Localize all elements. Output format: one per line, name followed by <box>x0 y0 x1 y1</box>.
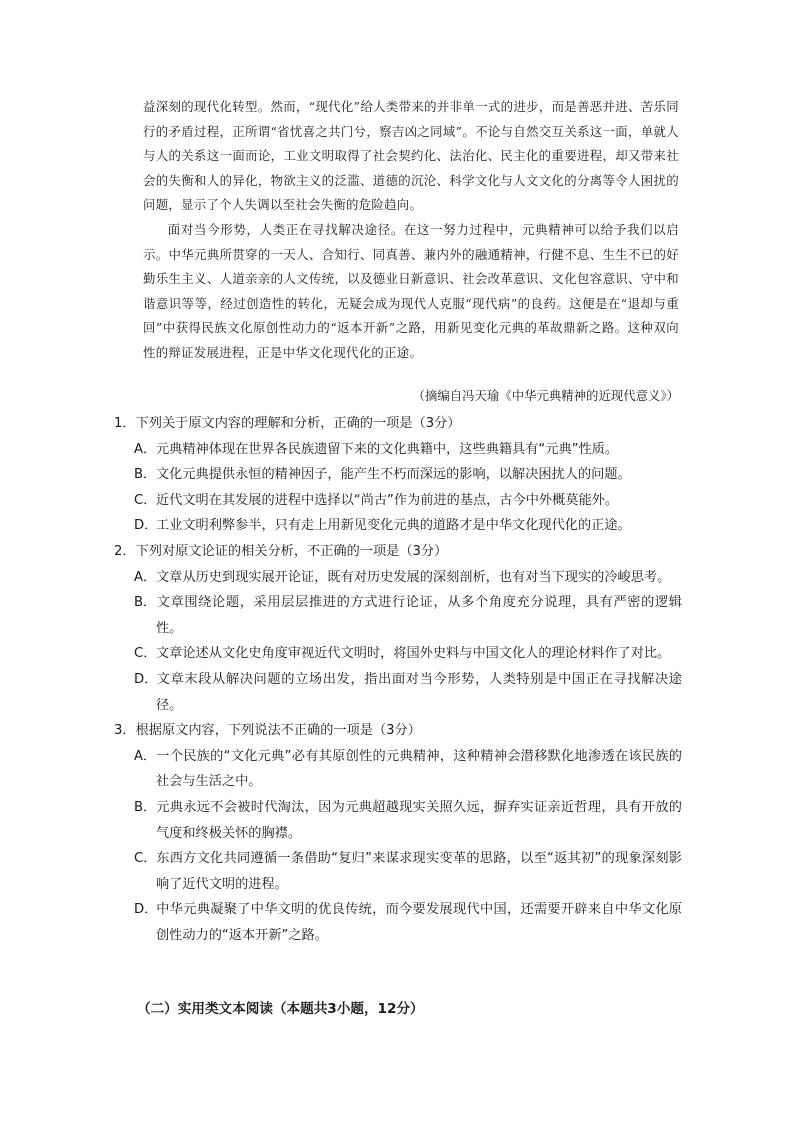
passage-source: （摘编自冯天瑜《中华元典精神的近现代意义》） <box>412 388 679 403</box>
reading-passage <box>143 95 679 366</box>
option-text: 工业文明利弊参半，只有走上用新见变化元典的道路才是中华文化现代化的正途。 <box>156 518 631 534</box>
answer-option <box>134 462 682 488</box>
option-letter: D． <box>134 671 158 687</box>
question-block <box>114 539 682 718</box>
option-text: 文化元典提供永恒的精神因子，能产生不朽而深远的影响，以解决困扰人的问题。 <box>156 467 631 483</box>
option-letter: D． <box>134 518 158 534</box>
option-letter: A． <box>134 748 157 764</box>
answer-option <box>134 437 682 463</box>
passage-paragraph: 面对当今形势，人类正在寻找解决途径。在这一努力过程中，元典精神可以给予我们以启示。中华元典所贯穿的一天人、合知行、同真善、兼内外的融通精神，行健不息、生生不已的好勤乐生主义、人道亲亲的人文传统，以及德业日新意识、社会改革意识、文化包容意识、守中和谐意识等等，经过创造性的转化，无疑会成为现代人克服“现代病”的良药。这便是在“退却与重回”中获得民族文化原创性动力的“返本开新”之路，用新见变化元典的革故鼎新之路。这种双向性的辩证发展进程，正是中华文化现代化的正途。 <box>143 221 679 360</box>
question-block <box>114 411 682 539</box>
option-letter: C． <box>134 851 157 867</box>
option-text: 近代文明在其发展的进程中选择以“尚古”作为前进的基点，古今中外概莫能外。 <box>156 492 619 508</box>
answer-option <box>134 795 682 846</box>
question-stem: 3．根据原文内容，下列说法不正确的一项是（3分） <box>114 723 421 739</box>
option-letter: C． <box>134 492 157 508</box>
option-text: 元典精神体现在世界各民族遗留下来的文化典籍中，这些典籍具有“元典”性质。 <box>156 441 619 457</box>
option-text: 文章论述从文化史角度审视近代文明时，将国外史料与中国文化人的理论材料作了对比。 <box>156 646 671 662</box>
option-text: 一个民族的“文化元典”必有其原创性的元典精神，这种精神会潜移默化地渗透在该民族的社会与生活之中。 <box>156 748 682 790</box>
option-text: 中华元典凝聚了中华文明的优良传统，而今要发展现代中国，还需要开辟来自中华文化原创性动力的“返本开新”之路。 <box>156 902 682 943</box>
question-block <box>114 718 682 948</box>
answer-option <box>134 667 682 718</box>
option-letter: B． <box>134 799 157 815</box>
answer-option <box>134 744 682 795</box>
option-text: 元典永远不会被时代淘汰，因为元典超越现实关照久远，摒弃实证亲近哲理，具有开放的气度和终极关怀的胸襟。 <box>156 799 682 841</box>
section-title: （二）实用类文本阅读（本题共3小题，12分） <box>137 1001 424 1017</box>
option-text: 文章末段从解决问题的立场出发，指出面对当今形势，人类特别是中国正在寻找解决途径。 <box>156 671 682 713</box>
option-text: 文章围绕论题，采用层层推进的方式进行论证，从多个角度充分说理，具有严密的逻辑性。 <box>156 595 682 636</box>
option-letter: A． <box>134 441 157 457</box>
question-list <box>114 411 682 948</box>
answer-option <box>134 488 682 514</box>
option-letter: D． <box>134 902 158 918</box>
question-stem: 1．下列关于原文内容的理解和分析，正确的一项是（3分） <box>114 416 461 431</box>
option-letter: A． <box>134 569 157 585</box>
option-text: 东西方文化共同遵循一条借助“复归”来谋求现实变革的思路，以至“返其初”的现象深刻影响了近代文明的进程。 <box>156 851 682 892</box>
answer-option <box>134 590 682 641</box>
question-stem: 2．下列对原文论证的相关分析，不正确的一项是（3分） <box>114 543 448 559</box>
answer-option <box>134 565 682 591</box>
option-letter: B． <box>134 595 157 611</box>
answer-option <box>134 846 682 897</box>
answer-option <box>134 513 682 539</box>
passage-paragraph: 益深刻的现代化转型。然而，“现代化”给人类带来的并非单一式的进步，而是善恶并进、苦乐同行的矛盾过程，正所谓“省忧喜之共门兮，察吉凶之同域”。不论与自然交互关系这一面，单就人与人的关系这一面而论，工业文明取得了社会契约化、法治化、民主化的重要进程，却又带来社会的失衡和人的异化，物欲主义的泛滥、道德的沉沦、科学文化与人文文化的分离等令人困扰的问题，显示了个人失调以至社会失衡的危险趋向。 <box>143 99 679 213</box>
answer-option <box>134 897 682 948</box>
option-letter: C． <box>134 646 157 662</box>
option-text: 文章从历史到现实展开论证，既有对历史发展的深刻剖析，也有对当下现实的冷峻思考。 <box>156 569 671 585</box>
answer-option <box>134 641 682 667</box>
option-letter: B． <box>134 467 157 483</box>
